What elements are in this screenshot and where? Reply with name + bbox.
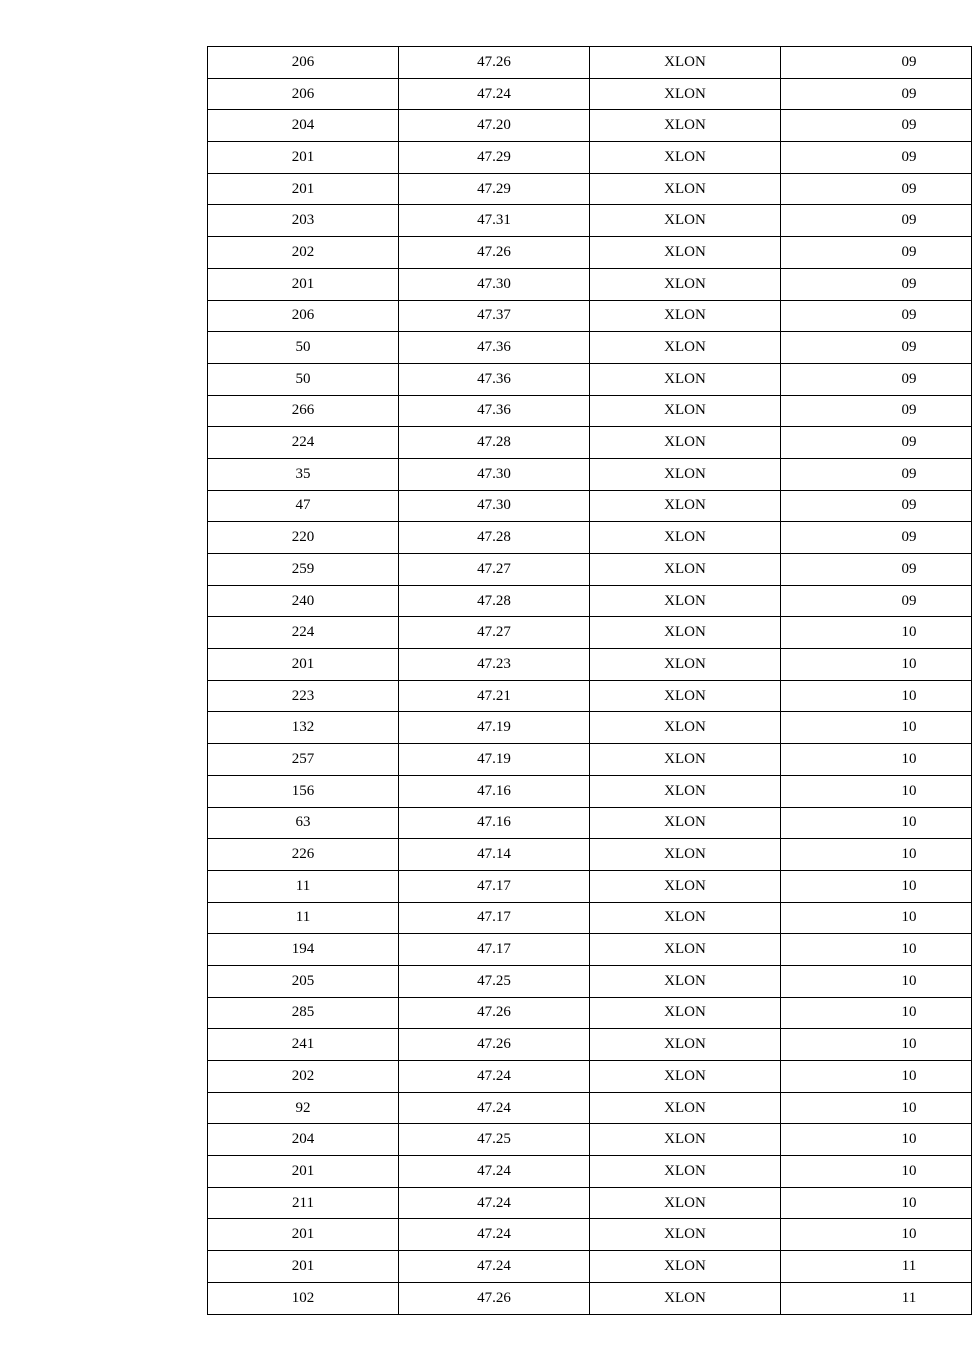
time-cell: 09 — [781, 300, 972, 332]
price-cell: 47.21 — [399, 680, 590, 712]
price-cell: 47.25 — [399, 1124, 590, 1156]
time-cell: 10 — [781, 680, 972, 712]
table-row — [208, 332, 972, 364]
time-cell: 10 — [781, 1124, 972, 1156]
table-row — [208, 617, 972, 649]
price-cell: 47.37 — [399, 300, 590, 332]
time-cell: 10 — [781, 617, 972, 649]
price-cell: 47.26 — [399, 1029, 590, 1061]
quantity-cell: 206 — [208, 300, 399, 332]
table-row — [208, 712, 972, 744]
price-cell: 47.31 — [399, 205, 590, 237]
quantity-cell: 206 — [208, 47, 399, 79]
venue-cell: XLON — [590, 1029, 781, 1061]
table-row — [208, 902, 972, 934]
table-row — [208, 775, 972, 807]
venue-cell: XLON — [590, 490, 781, 522]
time-cell: 10 — [781, 775, 972, 807]
venue-cell: XLON — [590, 775, 781, 807]
price-cell: 47.24 — [399, 1092, 590, 1124]
table-row — [208, 744, 972, 776]
venue-cell: XLON — [590, 744, 781, 776]
venue-cell: XLON — [590, 649, 781, 681]
quantity-cell: 11 — [208, 902, 399, 934]
price-cell: 47.28 — [399, 585, 590, 617]
venue-cell: XLON — [590, 870, 781, 902]
table-row — [208, 1187, 972, 1219]
time-cell: 09 — [781, 268, 972, 300]
time-cell: 09 — [781, 458, 972, 490]
time-cell: 09 — [781, 554, 972, 586]
price-cell: 47.26 — [399, 237, 590, 269]
table-row — [208, 965, 972, 997]
venue-cell: XLON — [590, 1282, 781, 1314]
quantity-cell: 194 — [208, 934, 399, 966]
venue-cell: XLON — [590, 839, 781, 871]
quantity-cell: 201 — [208, 649, 399, 681]
time-cell: 09 — [781, 205, 972, 237]
quantity-cell: 201 — [208, 1251, 399, 1283]
time-cell: 10 — [781, 1029, 972, 1061]
venue-cell: XLON — [590, 363, 781, 395]
price-cell: 47.25 — [399, 965, 590, 997]
time-cell: 09 — [781, 395, 972, 427]
table-row — [208, 1092, 972, 1124]
price-cell: 47.26 — [399, 1282, 590, 1314]
price-cell: 47.30 — [399, 268, 590, 300]
venue-cell: XLON — [590, 1219, 781, 1251]
quantity-cell: 259 — [208, 554, 399, 586]
venue-cell: XLON — [590, 1251, 781, 1283]
venue-cell: XLON — [590, 205, 781, 237]
time-cell: 10 — [781, 902, 972, 934]
time-cell: 09 — [781, 173, 972, 205]
quantity-cell: 201 — [208, 1156, 399, 1188]
price-cell: 47.19 — [399, 744, 590, 776]
price-cell: 47.27 — [399, 617, 590, 649]
price-cell: 47.24 — [399, 1156, 590, 1188]
venue-cell: XLON — [590, 458, 781, 490]
venue-cell: XLON — [590, 395, 781, 427]
table-row — [208, 47, 972, 79]
table-row — [208, 1282, 972, 1314]
price-cell: 47.24 — [399, 1187, 590, 1219]
price-cell: 47.36 — [399, 395, 590, 427]
quantity-cell: 132 — [208, 712, 399, 744]
table-row — [208, 680, 972, 712]
time-cell: 10 — [781, 744, 972, 776]
time-cell: 09 — [781, 522, 972, 554]
venue-cell: XLON — [590, 427, 781, 459]
quantity-cell: 220 — [208, 522, 399, 554]
price-cell: 47.19 — [399, 712, 590, 744]
table-row — [208, 522, 972, 554]
quantity-cell: 202 — [208, 237, 399, 269]
venue-cell: XLON — [590, 1156, 781, 1188]
table-row — [208, 870, 972, 902]
table-row — [208, 363, 972, 395]
time-cell: 09 — [781, 47, 972, 79]
table-row — [208, 458, 972, 490]
quantity-cell: 201 — [208, 268, 399, 300]
price-cell: 47.23 — [399, 649, 590, 681]
price-cell: 47.29 — [399, 142, 590, 174]
price-cell: 47.20 — [399, 110, 590, 142]
table-row — [208, 997, 972, 1029]
quantity-cell: 205 — [208, 965, 399, 997]
quantity-cell: 102 — [208, 1282, 399, 1314]
quantity-cell: 203 — [208, 205, 399, 237]
quantity-cell: 266 — [208, 395, 399, 427]
table-row — [208, 1124, 972, 1156]
time-cell: 09 — [781, 585, 972, 617]
venue-cell: XLON — [590, 934, 781, 966]
venue-cell: XLON — [590, 78, 781, 110]
venue-cell: XLON — [590, 680, 781, 712]
time-cell: 10 — [781, 712, 972, 744]
table-row — [208, 268, 972, 300]
table-row — [208, 1029, 972, 1061]
table-row — [208, 78, 972, 110]
table-row — [208, 1061, 972, 1093]
price-cell: 47.28 — [399, 522, 590, 554]
quantity-cell: 202 — [208, 1061, 399, 1093]
table-row — [208, 1219, 972, 1251]
table-row — [208, 300, 972, 332]
price-cell: 47.28 — [399, 427, 590, 459]
time-cell: 09 — [781, 78, 972, 110]
venue-cell: XLON — [590, 585, 781, 617]
table-row — [208, 427, 972, 459]
price-cell: 47.24 — [399, 78, 590, 110]
quantity-cell: 240 — [208, 585, 399, 617]
venue-cell: XLON — [590, 1187, 781, 1219]
venue-cell: XLON — [590, 300, 781, 332]
table-body — [208, 47, 972, 1315]
venue-cell: XLON — [590, 712, 781, 744]
quantity-cell: 257 — [208, 744, 399, 776]
venue-cell: XLON — [590, 173, 781, 205]
venue-cell: XLON — [590, 617, 781, 649]
price-cell: 47.16 — [399, 807, 590, 839]
time-cell: 11 — [781, 1251, 972, 1283]
quantity-cell: 201 — [208, 142, 399, 174]
price-cell: 47.36 — [399, 363, 590, 395]
price-cell: 47.24 — [399, 1219, 590, 1251]
venue-cell: XLON — [590, 1092, 781, 1124]
time-cell: 09 — [781, 332, 972, 364]
table-row — [208, 237, 972, 269]
table-row — [208, 395, 972, 427]
quantity-cell: 223 — [208, 680, 399, 712]
price-cell: 47.24 — [399, 1061, 590, 1093]
venue-cell: XLON — [590, 522, 781, 554]
venue-cell: XLON — [590, 1124, 781, 1156]
time-cell: 10 — [781, 934, 972, 966]
time-cell: 09 — [781, 142, 972, 174]
time-cell: 10 — [781, 649, 972, 681]
price-cell: 47.27 — [399, 554, 590, 586]
time-cell: 10 — [781, 965, 972, 997]
quantity-cell: 92 — [208, 1092, 399, 1124]
quantity-cell: 226 — [208, 839, 399, 871]
quantity-cell: 224 — [208, 427, 399, 459]
venue-cell: XLON — [590, 554, 781, 586]
quantity-cell: 204 — [208, 1124, 399, 1156]
table-row — [208, 839, 972, 871]
quantity-cell: 285 — [208, 997, 399, 1029]
price-cell: 47.14 — [399, 839, 590, 871]
price-cell: 47.17 — [399, 934, 590, 966]
quantity-cell: 47 — [208, 490, 399, 522]
price-cell: 47.30 — [399, 490, 590, 522]
venue-cell: XLON — [590, 997, 781, 1029]
table-row — [208, 142, 972, 174]
quantity-cell: 35 — [208, 458, 399, 490]
quantity-cell: 224 — [208, 617, 399, 649]
venue-cell: XLON — [590, 237, 781, 269]
venue-cell: XLON — [590, 1061, 781, 1093]
price-cell: 47.16 — [399, 775, 590, 807]
table-row — [208, 934, 972, 966]
time-cell: 09 — [781, 427, 972, 459]
quantity-cell: 63 — [208, 807, 399, 839]
time-cell: 09 — [781, 363, 972, 395]
table-row — [208, 807, 972, 839]
price-cell: 47.29 — [399, 173, 590, 205]
table-row — [208, 649, 972, 681]
quantity-cell: 156 — [208, 775, 399, 807]
time-cell: 10 — [781, 839, 972, 871]
time-cell: 10 — [781, 1092, 972, 1124]
table-row — [208, 110, 972, 142]
time-cell: 10 — [781, 1156, 972, 1188]
table-viewport — [207, 46, 917, 1315]
venue-cell: XLON — [590, 110, 781, 142]
venue-cell: XLON — [590, 142, 781, 174]
table-row — [208, 1156, 972, 1188]
time-cell: 10 — [781, 807, 972, 839]
price-cell: 47.17 — [399, 870, 590, 902]
table-row — [208, 490, 972, 522]
quantity-cell: 206 — [208, 78, 399, 110]
quantity-cell: 241 — [208, 1029, 399, 1061]
table-row — [208, 554, 972, 586]
quantity-cell: 204 — [208, 110, 399, 142]
time-cell: 09 — [781, 237, 972, 269]
price-cell: 47.24 — [399, 1251, 590, 1283]
price-cell: 47.26 — [399, 47, 590, 79]
venue-cell: XLON — [590, 807, 781, 839]
table-row — [208, 1251, 972, 1283]
time-cell: 09 — [781, 110, 972, 142]
time-cell: 10 — [781, 1219, 972, 1251]
quantity-cell: 50 — [208, 332, 399, 364]
table-row — [208, 585, 972, 617]
venue-cell: XLON — [590, 902, 781, 934]
quantity-cell: 211 — [208, 1187, 399, 1219]
time-cell: 10 — [781, 997, 972, 1029]
table-row — [208, 205, 972, 237]
quantity-cell: 50 — [208, 363, 399, 395]
time-cell: 10 — [781, 1061, 972, 1093]
venue-cell: XLON — [590, 268, 781, 300]
price-cell: 47.36 — [399, 332, 590, 364]
price-cell: 47.17 — [399, 902, 590, 934]
time-cell: 10 — [781, 870, 972, 902]
quantity-cell: 11 — [208, 870, 399, 902]
price-cell: 47.26 — [399, 997, 590, 1029]
time-cell: 11 — [781, 1282, 972, 1314]
venue-cell: XLON — [590, 47, 781, 79]
table-row — [208, 173, 972, 205]
time-cell: 10 — [781, 1187, 972, 1219]
venue-cell: XLON — [590, 965, 781, 997]
transactions-table — [207, 46, 972, 1315]
price-cell: 47.30 — [399, 458, 590, 490]
time-cell: 09 — [781, 490, 972, 522]
venue-cell: XLON — [590, 332, 781, 364]
quantity-cell: 201 — [208, 1219, 399, 1251]
quantity-cell: 201 — [208, 173, 399, 205]
